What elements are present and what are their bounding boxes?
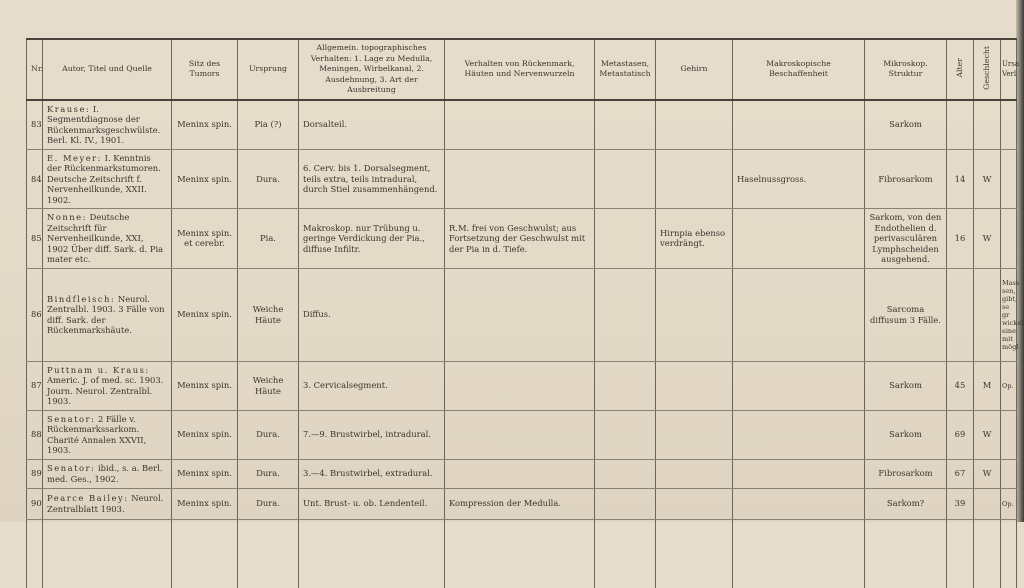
cell-gehirn: [656, 488, 733, 519]
cell-gehirn: [656, 100, 733, 150]
cell-sitz: Meninx spin. et cerebr.: [172, 209, 238, 269]
cell-verhalten: [445, 268, 595, 361]
cell-allgemein: 7.—9. Brustwirbel, intradural.: [299, 410, 445, 459]
cell-geschlecht: [974, 488, 1001, 519]
cell-makro: [733, 410, 865, 459]
filler-cell: [733, 519, 865, 588]
cell-author-name: Senator:: [47, 413, 96, 424]
cell-mikro: Fibrosarkom: [865, 149, 947, 209]
cell-geschlecht: [974, 100, 1001, 150]
cell-allgemein: 3.—4. Brustwirbel, extradural.: [299, 459, 445, 488]
cell-author-title: 2 Fälle v. Rückenmarkssarkom. Charité Annalen XXVII, 1903.: [47, 413, 147, 455]
cell-geschlecht: M: [974, 361, 1001, 410]
cell-allgemein: Unt. Brust- u. ob. Lendenteil.: [299, 488, 445, 519]
cell-autor: [43, 268, 172, 361]
filler-cell: [1001, 519, 1017, 588]
cell-verhalten: R.M. frei von Geschwulst; aus Fortsetzung der Geschwulst mit der Pia in d. Tiefe.: [445, 209, 595, 269]
cell-last: [1001, 410, 1017, 459]
cell-last: Op.: [1001, 488, 1017, 519]
filler-cell: [43, 519, 172, 588]
cell-nr: 90: [27, 488, 43, 519]
cell-makro: Haselnussgross.: [733, 149, 865, 209]
header-ursprung: Ursprung: [238, 39, 299, 100]
cell-metastasen: [595, 410, 656, 459]
cell-makro: [733, 459, 865, 488]
cell-author-title: Americ. J. of med. sc. 1903. Journ. Neurol. Zentralbl. 1903.: [47, 375, 164, 406]
filler-cell: [172, 519, 238, 588]
cell-nr: 84: [27, 149, 43, 209]
cell-ursprung: Dura.: [238, 488, 299, 519]
cell-metastasen: [595, 209, 656, 269]
cell-geschlecht: [974, 268, 1001, 361]
cell-allgemein: Dorsalteil.: [299, 100, 445, 150]
cell-metastasen: [595, 149, 656, 209]
cell-gehirn: Hirnpia ebenso verdrängt.: [656, 209, 733, 269]
table-row: [27, 268, 1017, 361]
cell-author-name: Senator:: [47, 463, 96, 473]
cell-alter: [947, 100, 974, 150]
filler-cell: [299, 519, 445, 588]
cell-verhalten: [445, 410, 595, 459]
cell-verhalten: [445, 459, 595, 488]
cell-sitz: Meninx spin.: [172, 488, 238, 519]
cell-author-name: Krause:: [47, 103, 91, 114]
cell-gehirn: [656, 410, 733, 459]
cell-verhalten: [445, 361, 595, 410]
cell-nr: 83: [27, 100, 43, 150]
header-mikro: Mikroskop. Struktur: [865, 39, 947, 100]
header-metastasen: Metastasen, Metastatisch: [595, 39, 656, 100]
cell-author-name: Bindfleisch:: [47, 293, 116, 304]
cell-mikro: Sarkom: [865, 100, 947, 150]
header-allgemein: Allgemein. topographisches Verhalten: 1. Lage zu Medulla, Meningen, Wirbelkanal, 2. Ausdehnung, 3. Art der Ausbreitung: [299, 39, 445, 100]
cell-autor: [43, 100, 172, 150]
page-edge-shadow: [1016, 0, 1024, 522]
cell-autor: [43, 361, 172, 410]
cell-ursprung: Pia.: [238, 209, 299, 269]
cell-alter: 16: [947, 209, 974, 269]
cell-nr: 89: [27, 459, 43, 488]
filler-row: [27, 519, 1017, 588]
cell-verhalten: [445, 149, 595, 209]
header-alter: [947, 39, 974, 100]
cell-autor: [43, 149, 172, 209]
cell-sitz: Meninx spin.: [172, 361, 238, 410]
filler-cell: [238, 519, 299, 588]
cell-mikro: Fibrosarkom: [865, 459, 947, 488]
cell-alter: 69: [947, 410, 974, 459]
filler-cell: [595, 519, 656, 588]
cell-author-name: Nonne:: [47, 212, 87, 222]
cell-mikro: Sarkom: [865, 410, 947, 459]
cell-author-title: Neurol. Zentralblatt 1903.: [47, 493, 164, 514]
cell-alter: 45: [947, 361, 974, 410]
cell-author-title: Deutsche Zeitschrift für Nervenheilkunde, XXI, 1902 Über diff. Sark. d. Pia mater etc.: [47, 212, 164, 264]
cell-sitz: Meninx spin.: [172, 410, 238, 459]
cell-gehirn: [656, 268, 733, 361]
header-last: Ursa Verl: [1001, 39, 1017, 100]
cell-alter: 39: [947, 488, 974, 519]
cell-allgemein: 6. Cerv. bis 1. Dorsalsegment, teils extra, teils intradural, durch Stiel zusammenhängend.: [299, 149, 445, 209]
cell-makro: [733, 488, 865, 519]
cell-last: [1001, 149, 1017, 209]
cell-sitz: Meninx spin.: [172, 268, 238, 361]
cell-mikro: Sarcoma diffusum 3 Fälle.: [865, 268, 947, 361]
cell-metastasen: [595, 100, 656, 150]
cell-metastasen: [595, 268, 656, 361]
filler-cell: [947, 519, 974, 588]
tumor-table-sheet: [26, 38, 1024, 522]
cell-geschlecht: W: [974, 209, 1001, 269]
cell-ursprung: Dura.: [238, 149, 299, 209]
cell-last: [1001, 459, 1017, 488]
cell-mikro: Sarkom?: [865, 488, 947, 519]
cell-geschlecht: W: [974, 410, 1001, 459]
cell-makro: [733, 209, 865, 269]
cell-last: [1001, 209, 1017, 269]
cell-sitz: Meninx spin.: [172, 459, 238, 488]
cell-author-name: E. Meyer:: [47, 152, 102, 163]
cell-mikro: Sarkom: [865, 361, 947, 410]
table-row: [27, 149, 1017, 209]
cell-autor: [43, 209, 172, 269]
cell-nr: 85: [27, 209, 43, 269]
filler-cell: [974, 519, 1001, 588]
cell-ursprung: Dura.: [238, 459, 299, 488]
cell-author-title: I. Segmentdiagnose der Rückenmarksgeschwülste. Berl. Kl. IV., 1901.: [47, 103, 161, 145]
header-geschlecht-text: Geschlecht: [981, 45, 991, 90]
filler-cell: [865, 519, 947, 588]
cell-makro: [733, 361, 865, 410]
filler-cell: [27, 519, 43, 588]
cell-sitz: Meninx spin.: [172, 149, 238, 209]
cell-verhalten: Kompression der Medulla.: [445, 488, 595, 519]
table-row: [27, 209, 1017, 269]
header-sitz: Sitz des Tumors: [172, 39, 238, 100]
cell-metastasen: [595, 488, 656, 519]
cell-author-title: Neurol. Zentralbl. 1903. 3 Fälle von diff. Sark. der Rückenmarkshäute.: [47, 293, 165, 335]
cell-gehirn: [656, 459, 733, 488]
cell-makro: [733, 100, 865, 150]
cell-alter: 14: [947, 149, 974, 209]
table-row: [27, 410, 1017, 459]
cell-ursprung: Dura.: [238, 410, 299, 459]
tumor-table: [26, 38, 1024, 588]
cell-ursprung: Weiche Häute: [238, 361, 299, 410]
header-gehirn: Gehirn: [656, 39, 733, 100]
cell-nr: 86: [27, 268, 43, 361]
cell-sitz: Meninx spin.: [172, 100, 238, 150]
cell-ursprung: Weiche Häute: [238, 268, 299, 361]
table-row: [27, 459, 1017, 488]
cell-metastasen: [595, 459, 656, 488]
cell-last: Mass sen, gibt, se gr wickel eine mit mögl: [1001, 268, 1017, 361]
filler-cell: [656, 519, 733, 588]
cell-autor: [43, 488, 172, 519]
cell-alter: 67: [947, 459, 974, 488]
cell-alter: [947, 268, 974, 361]
cell-geschlecht: W: [974, 149, 1001, 209]
header-verhalten: Verhalten von Rückenmark, Häuten und Nervenwurzeln: [445, 39, 595, 100]
header-geschlecht: [974, 39, 1001, 100]
header-nr: Nr.: [27, 39, 43, 100]
filler-cell: [445, 519, 595, 588]
cell-gehirn: [656, 361, 733, 410]
cell-geschlecht: W: [974, 459, 1001, 488]
table-body: [27, 100, 1024, 588]
cell-author-title: ibid., s. a. Berl. med. Ges., 1902.: [47, 463, 163, 484]
cell-metastasen: [595, 361, 656, 410]
table-row: [27, 100, 1017, 150]
cell-mikro: Sarkom, von den Endothelien d. perivasculären Lymphscheiden ausgehend.: [865, 209, 947, 269]
cell-allgemein: 3. Cervicalsegment.: [299, 361, 445, 410]
header-makro: Makroskopische Beschaffenheit: [733, 39, 865, 100]
cell-author-name: Puttnam u. Kraus:: [47, 364, 150, 375]
cell-author-name: Pearce Bailey:: [47, 493, 129, 503]
cell-makro: [733, 268, 865, 361]
cell-allgemein: Diffus.: [299, 268, 445, 361]
cell-gehirn: [656, 149, 733, 209]
cell-verhalten: [445, 100, 595, 150]
header-autor: Autor, Titel und Quelle: [43, 39, 172, 100]
cell-last: [1001, 100, 1017, 150]
cell-ursprung: Pia (?): [238, 100, 299, 150]
cell-autor: [43, 459, 172, 488]
header-row: [27, 39, 1017, 100]
table-row: [27, 488, 1017, 519]
cell-nr: 88: [27, 410, 43, 459]
cell-allgemein: Makroskop. nur Trübung u. geringe Verdickung der Pia., diffuse Infiltr.: [299, 209, 445, 269]
cell-author-title: I. Kenntnis der Rückenmarkstumoren. Deutsche Zeitschrift f. Nervenheilkunde, XXII. 1902.: [47, 152, 161, 205]
table-row: [27, 361, 1017, 410]
cell-autor: [43, 410, 172, 459]
cell-nr: 87: [27, 361, 43, 410]
header-alter-text: Alter: [954, 57, 964, 78]
cell-last: Op.: [1001, 361, 1017, 410]
